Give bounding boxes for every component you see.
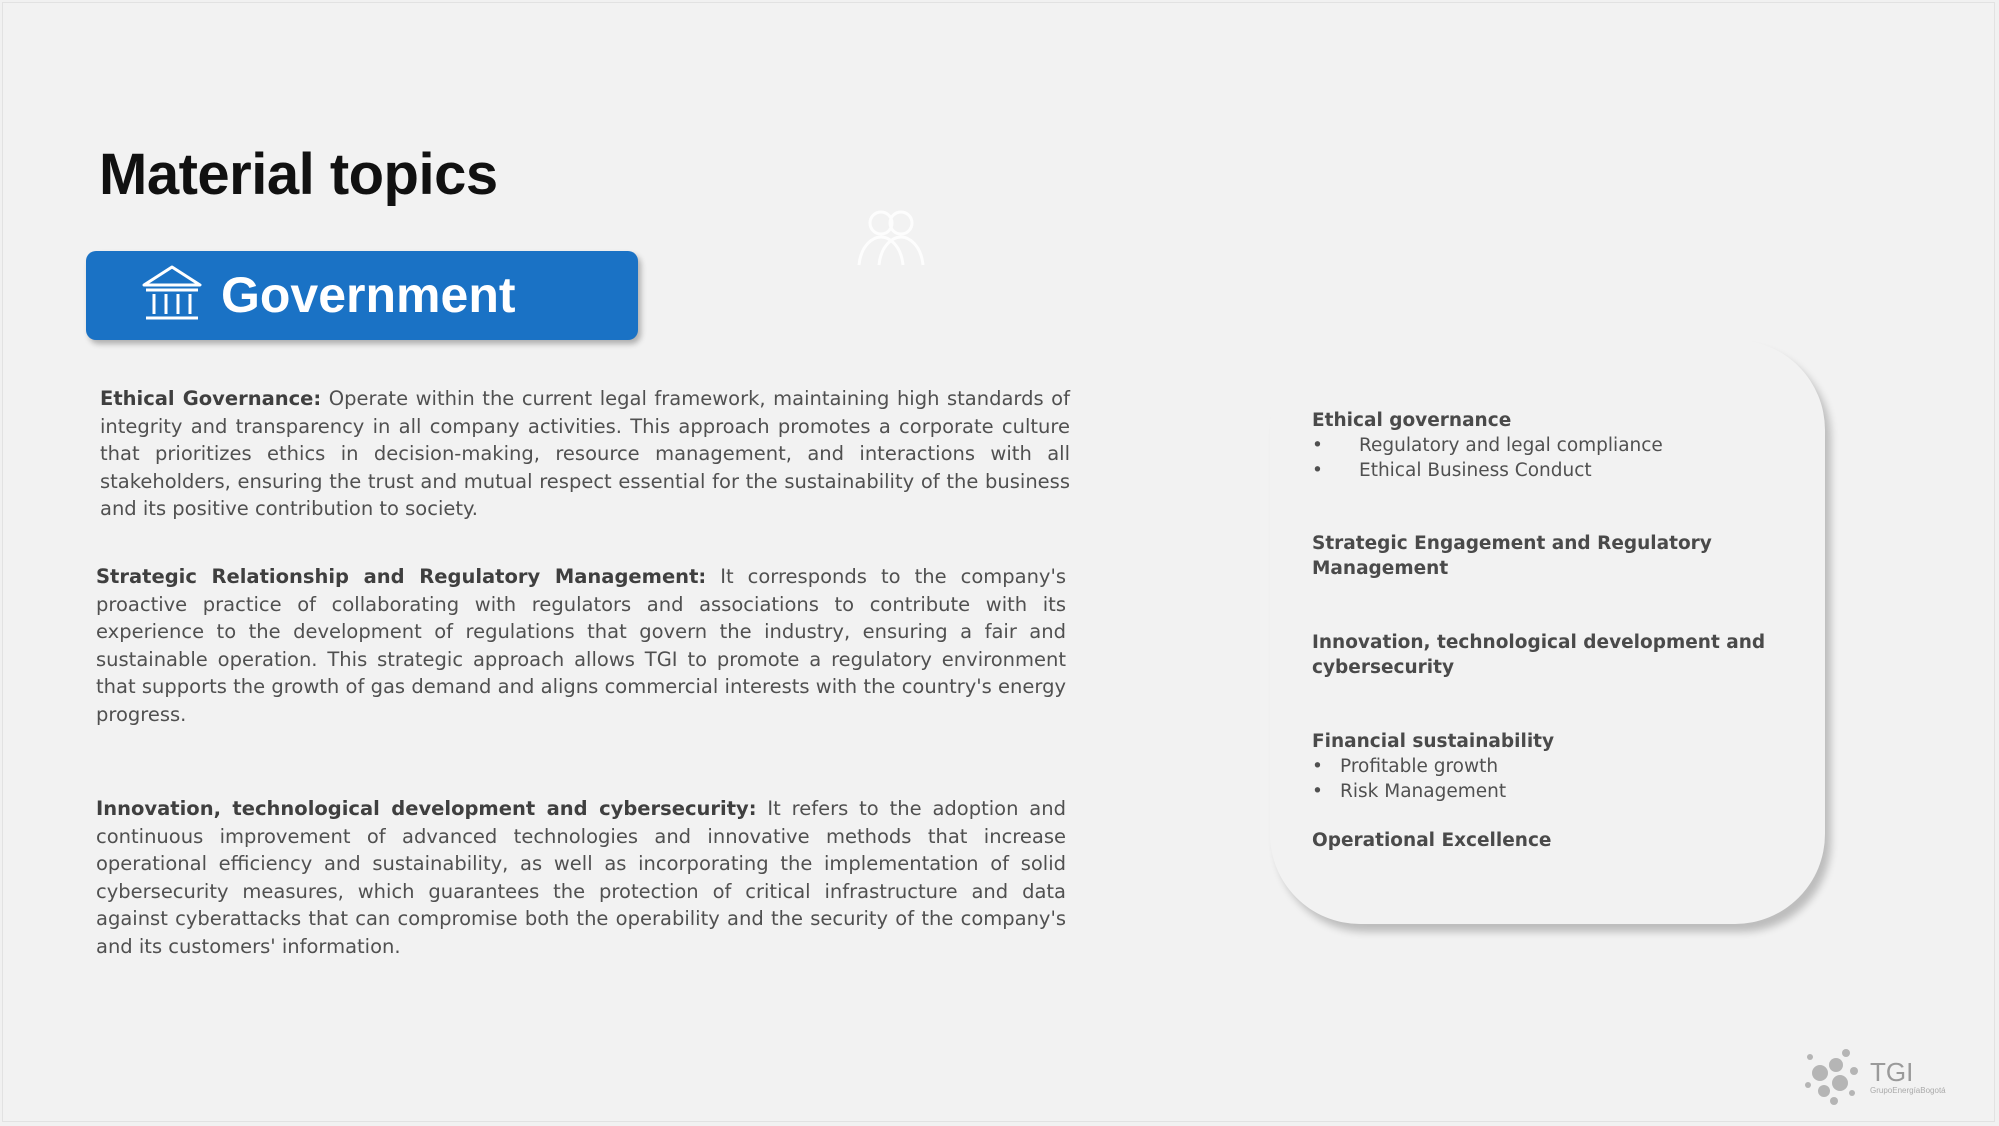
people-outline-icon [851, 205, 931, 269]
paragraph-text: Operate within the current legal framework, maintaining high standards of integrity and transparency in all company activities. This approach promotes a corporate culture that prioritizes ethics in decision-making, resource management, and interactions with all stakeholders, ensuring the trust and mutual respect essential for the sustainability of the business and its positive contribution to society. [100, 387, 1070, 520]
company-logo [1800, 1043, 1965, 1109]
logo-name: TGI [1870, 1057, 1914, 1087]
topic-heading: Operational Excellence [1312, 830, 1552, 851]
tgi-dots-logo-icon [1800, 1043, 1864, 1109]
topic-heading: Innovation, technological development and cybersecurity [1312, 632, 1766, 678]
list-item: • Profitable growth [1312, 756, 1499, 777]
section-banner [86, 251, 638, 340]
paragraph-innovation [96, 795, 1066, 960]
list-item: • Ethical Business Conduct [1312, 460, 1592, 481]
paragraph-heading: Ethical Governance: [100, 387, 322, 410]
paragraph-text: It corresponds to the company's proactive practice of collaborating with regulators and associations to contribute with its experience to the development of regulations that govern the industry, ensuring a fair and sustainable operation. This strategic approach allows TGI to promote a regulatory environment that supports the growth of gas demand and aligns commercial interests with the country's energy progress. [96, 565, 1066, 726]
list-item: • Regulatory and legal compliance [1312, 435, 1663, 456]
paragraph-strategic-relationship [96, 563, 1066, 728]
bullet-icon: • [1312, 781, 1323, 802]
paragraph-text: It refers to the adoption and continuous improvement of advanced technologies and innovative methods that increase operational efficiency and sustainability, as well as incorporating the implementation of solid cybersecurity measures, which guarantees the protection of critical infrastructure and data against cyberattacks that can compromise both the operability and the security of the company's and its customers' information. [96, 797, 1066, 958]
bullet-icon: • [1312, 460, 1323, 481]
paragraph-ethical-governance [100, 385, 1070, 523]
topic-group [1312, 531, 1782, 581]
topic-heading: Financial sustainability [1312, 731, 1555, 752]
bank-building-icon [140, 263, 204, 325]
logo-subtitle: GrupoEnergíaBogotá [1870, 1086, 1946, 1095]
list-item: • Risk Management [1312, 781, 1507, 802]
topic-group [1312, 729, 1782, 804]
topic-group [1312, 828, 1782, 853]
paragraph-heading: Strategic Relationship and Regulatory Management: [96, 565, 707, 588]
topic-heading: Strategic Engagement and Regulatory Management [1312, 533, 1712, 579]
slide [2, 2, 1995, 1122]
topics-card [1270, 340, 1825, 924]
page-title: Material topics [99, 142, 498, 207]
bullet-icon: • [1312, 756, 1323, 777]
paragraph-heading: Innovation, technological development and cybersecurity: [96, 797, 757, 820]
topic-heading: Ethical governance [1312, 410, 1512, 431]
topic-group [1312, 630, 1782, 680]
topic-group [1312, 408, 1782, 483]
bullet-icon: • [1312, 435, 1323, 456]
banner-label: Government [221, 267, 516, 323]
topic-list [1312, 433, 1782, 483]
topic-list [1312, 754, 1782, 804]
